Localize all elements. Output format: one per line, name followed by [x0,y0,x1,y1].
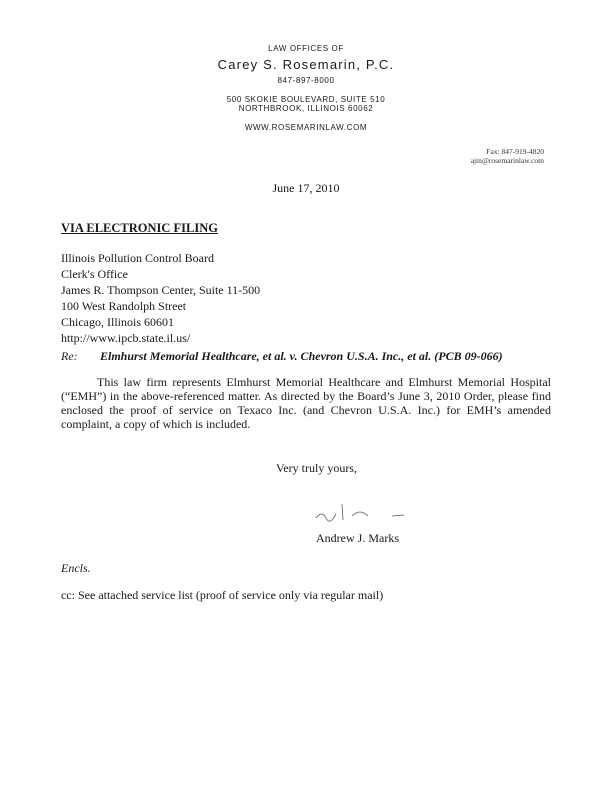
firm-website: WWW.ROSEMARINLAW.COM [244,123,368,132]
recipient-line: Clerk's Office [61,267,128,281]
signature-icon [312,496,408,526]
cc-line: cc: See attached service list (proof of service only via regular mail) [61,588,384,602]
recipient-line: Chicago, Illinois 60601 [61,315,174,329]
recipient-line: Illinois Pollution Control Board [61,251,215,265]
letter-date: June 17, 2010 [272,181,340,195]
body-paragraph: This law firm represents Elmhurst Memorial Healthcare and Elmhurst Memorial Hospital (“EMH”) in the above-referenced matter. As directed by the Board’s June 3, 2010 Order, please find enclosed the proof of service on Texaco Inc. (and Chevron U.S.A. Inc.) for EMH’s amended complaint, a copy of which is included. [61,375,551,431]
recipient-url: http://www.ipcb.state.il.us/ [61,331,191,345]
firm-phone: 847-897-8000 [277,76,335,85]
signer-name: Andrew J. Marks [316,531,399,545]
firm-address-1: 500 SKOKIE BOULEVARD, SUITE 510 [226,95,386,104]
re-label: Re: [61,349,78,363]
firm-address-2: NORTHBROOK, ILLINOIS 60062 [238,104,374,113]
letterhead-line1: LAW OFFICES OF [268,44,344,53]
re-subject: Elmhurst Memorial Healthcare, et al. v. Chevron U.S.A. Inc., et al. (PCB 09-066) [100,349,503,363]
closing: Very truly yours, [276,461,357,475]
email-address: ajm@rosemarinlaw.com [470,156,544,165]
via-electronic-filing: VIA ELECTRONIC FILING [61,221,218,235]
recipient-line: 100 West Randolph Street [61,299,187,313]
recipient-address [61,250,260,346]
enclosures: Encls. [61,561,91,575]
fax-number: Fax: 847-919-4820 [486,147,544,156]
firm-name: Carey S. Rosemarin, P.C. [217,57,395,72]
recipient-line: James R. Thompson Center, Suite 11-500 [61,283,261,297]
